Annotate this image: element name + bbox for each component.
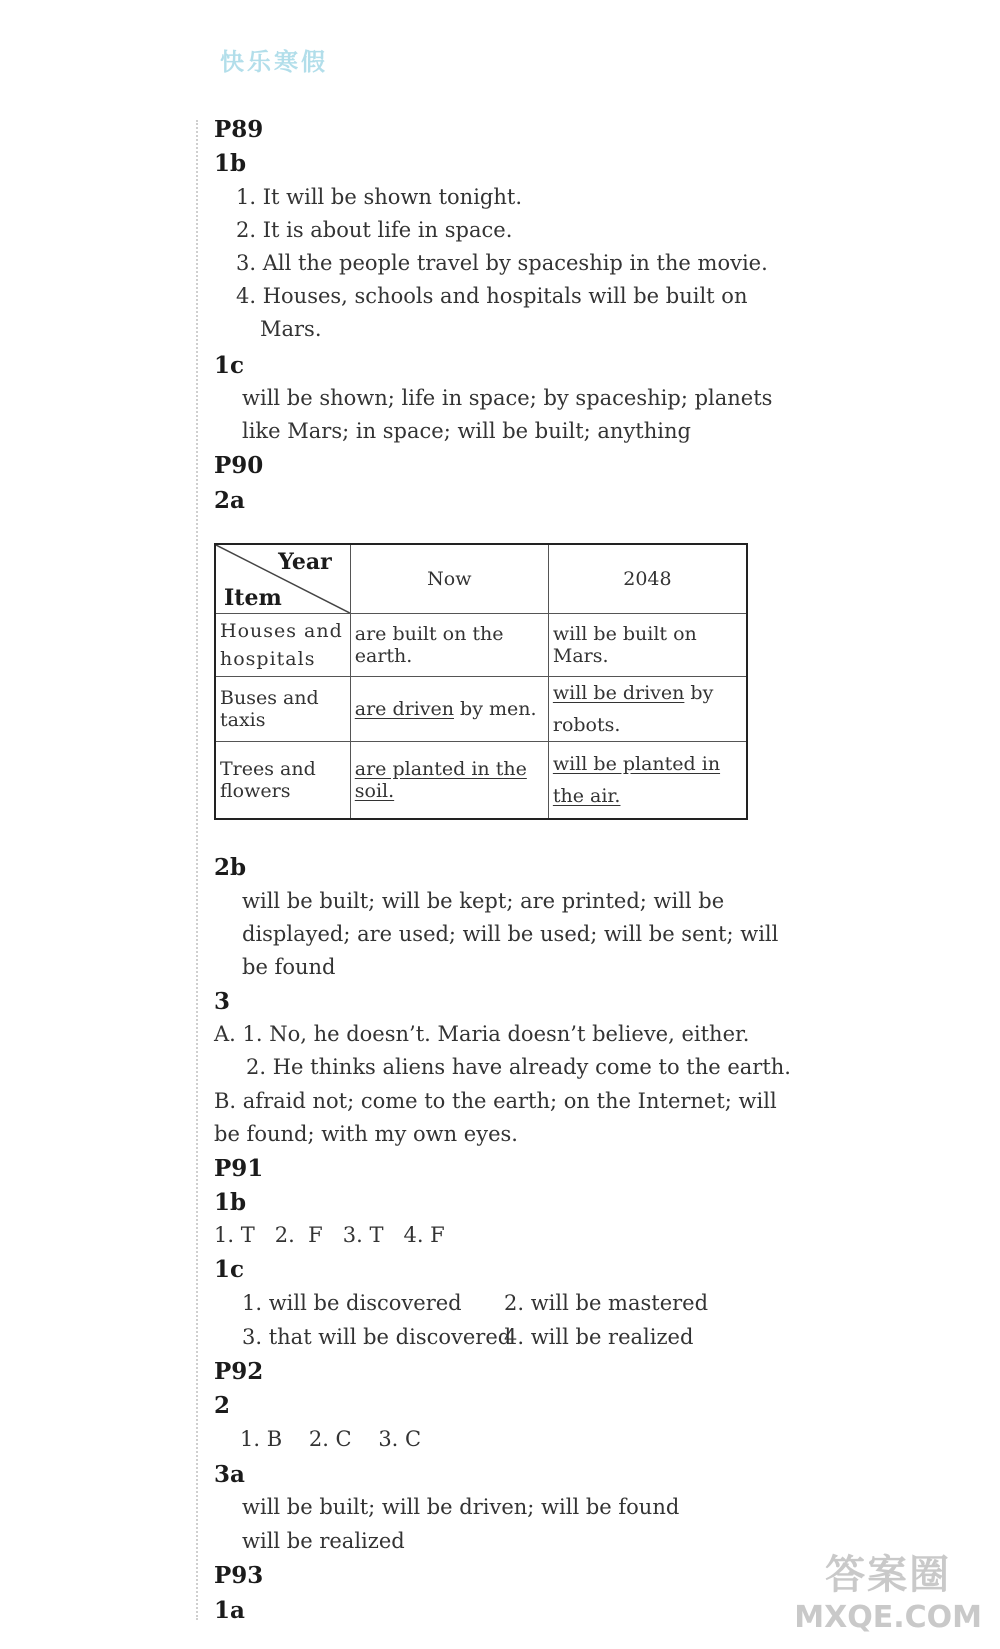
page-heading-p89: P89 <box>214 116 264 143</box>
answer-line: 3. All the people travel by spaceship in the movie. <box>236 251 768 275</box>
cell-text: by robots. <box>552 682 714 736</box>
answer-line: 2. It is about life in space. <box>236 218 513 242</box>
section-label: 3 <box>214 988 231 1015</box>
watermark <box>794 1543 982 1635</box>
answer-line: Mars. <box>260 317 322 341</box>
section-label: 1b <box>214 1189 247 1216</box>
answer-line: displayed; are used; will be used; will be sent; will <box>242 922 779 946</box>
answer-line: like Mars; in space; will be built; anything <box>242 419 691 443</box>
answer-line: be found <box>242 955 336 979</box>
answer-item: 3. that will be discovered <box>242 1325 512 1349</box>
section-label: 1a <box>214 1597 245 1624</box>
margin-line <box>196 120 198 1620</box>
answer-line: will be built; will be driven; will be found <box>242 1495 680 1519</box>
table-corner-header <box>215 544 350 614</box>
table-cell-item: Houses and hospitals <box>215 614 350 677</box>
answer-line: will be realized <box>242 1529 405 1553</box>
page-heading-p91: P91 <box>214 1155 264 1182</box>
header-now: Now <box>350 544 548 614</box>
underlined-answer: are driven <box>354 698 454 720</box>
underlined-answer: will be driven <box>552 682 685 704</box>
table-cell-now: are planted in the soil. <box>350 742 548 820</box>
answer-item: 4. will be realized <box>504 1325 694 1349</box>
table-cell-2048: will be built on Mars. <box>548 614 747 677</box>
table-cell-item: Buses and taxis <box>215 677 350 742</box>
section-label: 1b <box>214 150 247 177</box>
cell-text: by men. <box>454 698 537 720</box>
table-cell-item: Trees and flowers <box>215 742 350 820</box>
table-cell-now <box>350 677 548 742</box>
answer-line: 2. He thinks aliens have already come to the earth. <box>246 1055 791 1079</box>
page-heading-p90: P90 <box>214 452 264 479</box>
section-label: 2a <box>214 487 245 514</box>
answer-table <box>214 543 748 820</box>
answer-line: B. afraid not; come to the earth; on the Internet; will <box>214 1089 777 1113</box>
answer-item: 1. will be discovered <box>242 1291 462 1315</box>
section-label: 2 <box>214 1392 231 1419</box>
header-2048: 2048 <box>548 544 747 614</box>
table-cell-now: are built on the earth. <box>350 614 548 677</box>
section-label: 2b <box>214 854 247 881</box>
answer-line: 4. Houses, schools and hospitals will be built on <box>236 284 748 308</box>
section-label: 1c <box>214 1256 245 1283</box>
answer-line: 1. T 2. F 3. T 4. F <box>214 1223 445 1247</box>
watermark-cn: 答案圈 <box>825 1552 952 1598</box>
table-cell-2048 <box>548 677 747 742</box>
answer-line: will be shown; life in space; by spaceship; planets <box>242 386 773 410</box>
answer-item: 2. will be mastered <box>504 1291 709 1315</box>
table-cell-2048: will be planted in the air. <box>548 742 747 820</box>
header-logo: 快乐寒假 <box>220 48 328 76</box>
answer-line: will be built; will be kept; are printed; will be <box>242 889 725 913</box>
watermark-en: MXQE.COM <box>794 1600 982 1635</box>
page-heading-p92: P92 <box>214 1358 264 1385</box>
answer-line: 1. It will be shown tonight. <box>236 185 522 209</box>
page-heading-p93: P93 <box>214 1562 264 1589</box>
section-label: 1c <box>214 352 245 379</box>
answer-line: 1. B 2. C 3. C <box>240 1427 422 1451</box>
answer-line: be found; with my own eyes. <box>214 1122 518 1146</box>
header-year: Year <box>278 549 332 575</box>
answer-line: A. 1. No, he doesn’t. Maria doesn’t believe, either. <box>214 1022 750 1046</box>
section-label: 3a <box>214 1461 245 1488</box>
header-item: Item <box>224 585 282 611</box>
